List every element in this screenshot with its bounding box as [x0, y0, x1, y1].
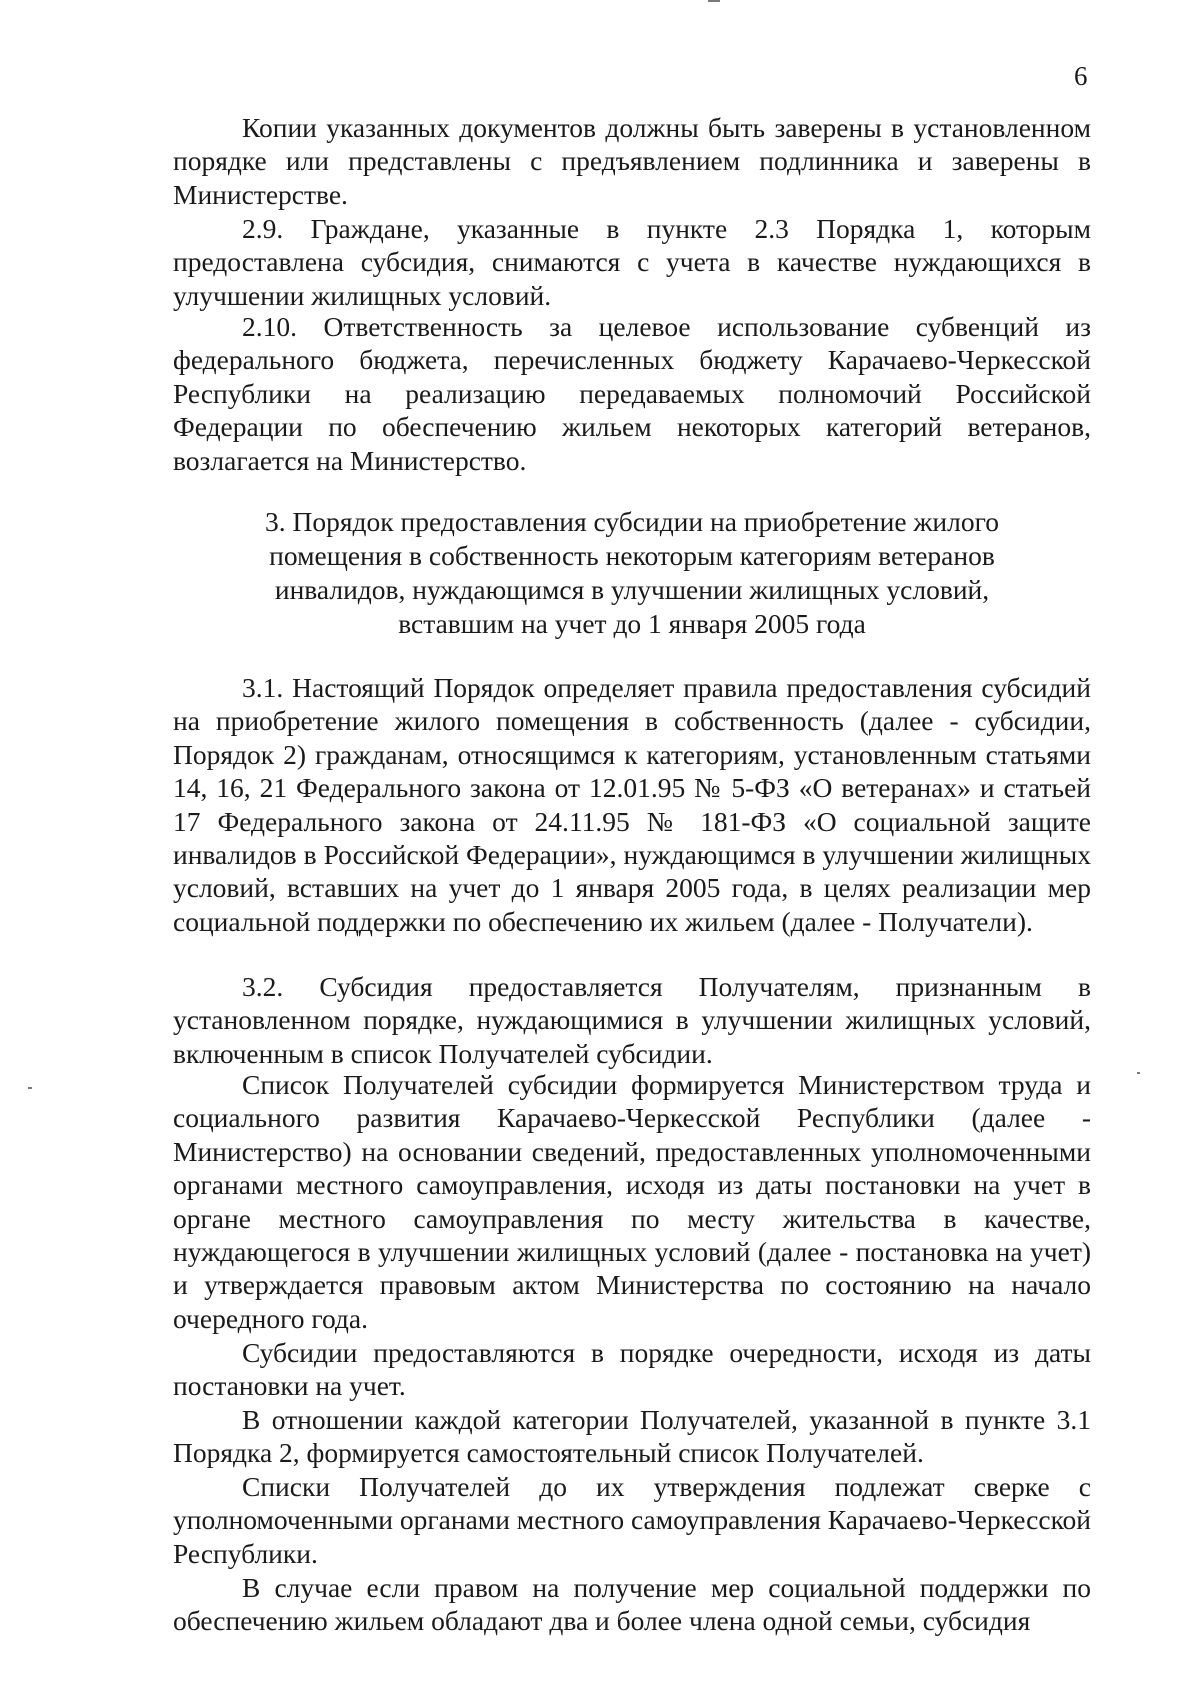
paragraph-family-members: В случае если правом на получение мер социальной поддержки по обеспечению жильем обладают два и более члена одной семьи, субсидия: [173, 1572, 1091, 1637]
paragraph-lists-reconciliation: Списки Получателей до их утверждения подлежат сверке с уполномоченными органами местного самоуправления Карачаево-Черкесской Республики.: [173, 1471, 1092, 1569]
section-heading-line: 3. Порядок предоставления субсидии на приобретение жилого: [265, 506, 999, 537]
paragraph-2-10: 2.10. Ответственность за целевое использование субвенций из федерального бюджета, перечисленных бюджету Карачаево-Черкесской Республики на реализацию передаваемых полномочий Российской Федерации по обеспечению жильем некоторых категорий ветеранов, возлагается на Министерство.: [173, 311, 1091, 476]
paragraph-3-2: 3.2. Субсидия предоставляется Получателям, признанным в установленном порядке, нуждающимися в улучшении жилищных условий, включенным в список Получателей субсидии.: [173, 971, 1091, 1069]
scan-artifact-top: [708, 0, 720, 2]
scan-artifact-left: [28, 1087, 32, 1089]
paragraph-recipients-list: Список Получателей субсидии формируется Министерством труда и социального развития Карачаево-Черкесской Республики (далее - Министерство) на основании сведений, предоставленных уполномоченными органами местного самоуправления, исходя из даты постановки на учет в органе местного самоуправления по месту жительства в качестве, нуждающегося в улучшении жилищных условий (далее - постановка на учет) и утверждается правовым актом Министерства по состоянию на начало очередного года.: [173, 1069, 1091, 1334]
section-heading-line: инвалидов, нуждающимся в улучшении жилищных условий,: [274, 574, 990, 605]
paragraph-category-lists: В отношении каждой категории Получателей, указанной в пункте 3.1 Порядка 2, формируется самостоятельный список Получателей.: [173, 1404, 1091, 1469]
paragraph-2-9: 2.9. Граждане, указанные в пункте 2.3 Порядка 1, которым предоставлена субсидия, снимаются с учета в качестве нуждающихся в улучшении жилищных условий.: [173, 213, 1091, 311]
section-heading-line: помещения в собственность некоторым категориям ветеранов: [269, 540, 995, 571]
section-heading-line: вставшим на учет до 1 января 2005 года: [398, 608, 866, 639]
page-number: 6: [1074, 61, 1088, 91]
paragraph-copies-certified: Копии указанных документов должны быть заверены в установленном порядке или представлены с предъявлением подлинника и заверены в Министерстве.: [173, 112, 1091, 210]
scan-artifact-right: [1137, 1072, 1140, 1074]
paragraph-priority-order: Субсидии предоставляются в порядке очередности, исходя из даты постановки на учет.: [173, 1337, 1091, 1402]
section-3-heading: [173, 505, 1091, 641]
paragraph-3-1: 3.1. Настоящий Порядок определяет правила предоставления субсидий на приобретение жилого помещения в собственность (далее - субсидии, Порядок 2) гражданам, относящимся к категориям, установленным статьями 14, 16, 21 Федерального закона от 12.01.95 № 5-ФЗ «О ветеранах» и статьей 17 Федерального закона от 24.11.95 № 181-ФЗ «О социальной защите инвалидов в Российской Федерации», нуждающимся в улучшении жилищных условий, вставших на учет до 1 января 2005 года, в целях реализации мер социальной поддержки по обеспечению их жильем (далее - Получатели).: [173, 672, 1091, 937]
